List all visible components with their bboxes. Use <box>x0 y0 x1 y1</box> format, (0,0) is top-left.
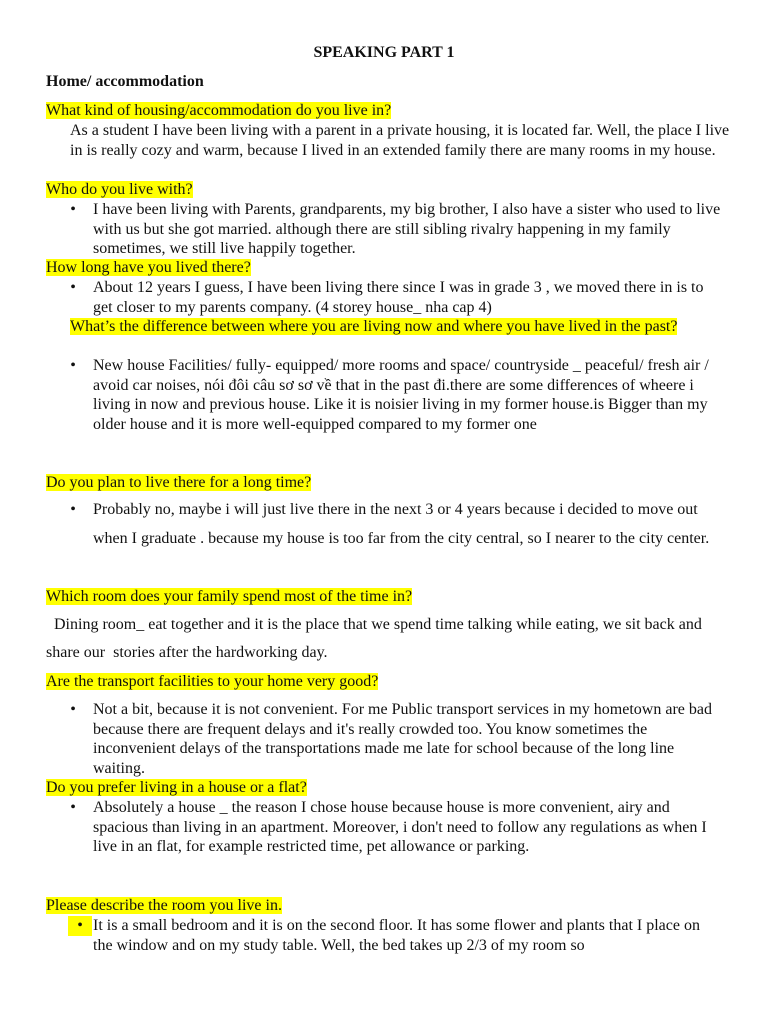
answer-2: I have been living with Parents, grandparents, my big brother, I also have a sister who used to live with us but she got married. although there are still sibling rivalry happening in my family sometimes, we still live happily together. <box>93 201 721 258</box>
bullet-2: • <box>70 201 76 218</box>
bullet-3: • <box>70 279 76 296</box>
question-6: Which room does your family spend most of the time in? <box>46 588 413 605</box>
answer-8: Absolutely a house _ the reason I chose house because house is more convenient, airy and spacious than living in an apartment. Moreover, i don't need to follow any regulations as when I live in an flat, for example restricted time, pet allowance or parking. <box>93 799 707 856</box>
question-9: Please describe the room you live in. <box>46 897 282 914</box>
question-1: What kind of housing/accommodation do you live in? <box>46 102 392 119</box>
question-5: Do you plan to live there for a long time? <box>46 474 312 491</box>
page-title: SPEAKING PART 1 <box>313 44 455 61</box>
answer-4: New house Facilities/ fully- equipped/ more rooms and space/ countryside _ peaceful/ fresh air / avoid car noises, nói đôi câu sơ sơ về that in the past đi.there are some differences of wheere i living in now and previous house. Like it is noisier living in my former house.is Bigger than my older house and it is more well-equipped compared to my former one <box>93 357 709 433</box>
answer-7: Not a bit, because it is not convenient. For me Public transport services in my hometown are bad because there are frequent delays and it's really crowded too. You know sometimes the inconvenient delays of the transportations made me late for school because of the long line waiting. <box>93 701 712 777</box>
bullet-4: • <box>70 357 76 374</box>
bullet-8: • <box>70 799 76 816</box>
question-7: Are the transport facilities to your home very good? <box>46 673 379 690</box>
answer-1: As a student I have been living with a parent in a private housing, it is located far. Well, the place I live in is really cozy and warm, because I lived in an extended family there are many rooms in my house. <box>70 122 730 159</box>
section-heading: Home/ accommodation <box>46 73 204 90</box>
bullet-5: • <box>70 501 76 518</box>
bullet-7: • <box>70 701 76 718</box>
question-8: Do you prefer living in a house or a flat? <box>46 779 307 796</box>
question-3: How long have you lived there? <box>46 259 251 276</box>
answer-6: Dining room_ eat together and it is the place that we spend time talking while eating, we sit back and share our stories after the hardworking day. <box>46 616 706 661</box>
answer-9: It is a small bedroom and it is on the second floor. It has some flower and plants that I place on the window and on my study table. Well, the bed takes up 2/3 of my room so <box>93 917 700 954</box>
bullet-9: • <box>68 916 92 936</box>
question-2: Who do you live with? <box>46 181 193 198</box>
question-4: What’s the difference between where you are living now and where you have lived in the past? <box>70 318 678 335</box>
answer-5: Probably no, maybe i will just live there in the next 3 or 4 years because i decided to move out when I graduate . because my house is too far from the city central, so I nearer to the city center. <box>93 501 710 547</box>
answer-3: About 12 years I guess, I have been living there since I was in grade 3 , we moved there in is to get closer to my parents company. (4 storey house_ nha cap 4) <box>93 279 704 316</box>
